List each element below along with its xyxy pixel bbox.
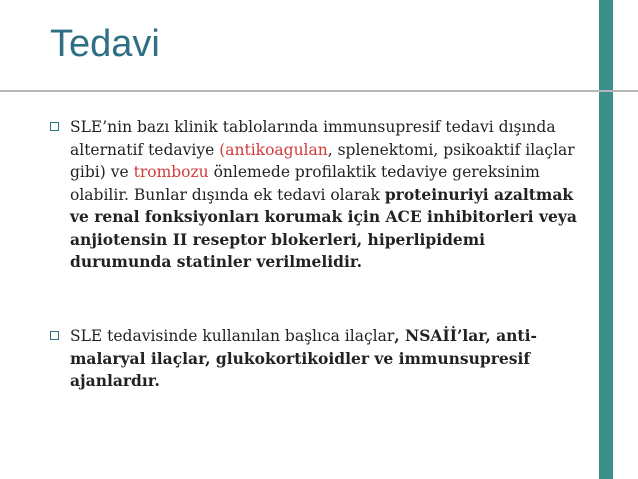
bullet-1-part-3: , splenektomi, psikoaktif ilaçlar gibi) ve [70,140,575,181]
title-divider [0,90,638,92]
bullet-2-bold-text: , NSAİİ’lar, anti-malaryal ilaçlar, glukokortikoidler ve immunsupresif ajanlardır. [70,326,537,390]
bullet-2-part-1: SLE tedavisinde kullanılan başlıca ilaçlar [70,327,395,345]
right-accent-bar [599,0,613,479]
bullet-text-2 [70,325,590,393]
bullet-1-part-5: önlemede profilaktik tedaviye gereksinim olabilir. Bunlar dışında ek tedavi olarak [70,163,540,204]
bullet-1-bold-text: proteinuriyi azaltmak ve renal fonksiyonları korumak için ACE inhibitorleri veya anjiotensin II reseptor blokerleri, hiperlipidemi durumunda statinler verilmelidir. [70,184,577,271]
bullet-item-1 [50,116,590,274]
bullet-1-highlight-trombozu: trombozu [133,163,209,181]
square-bullet-icon [50,122,59,131]
bullet-text-1 [70,116,590,274]
bullet-1-highlight-antikoagulan: (antikoagulan [219,140,328,159]
square-bullet-icon [50,331,59,340]
bullet-item-2 [50,325,590,393]
bullet-1-part-1: SLE’nin bazı klinik tablolarında immunsupresif tedavi dışında alternatif tedaviye [70,118,556,159]
slide-title: Tedavi [50,23,160,65]
